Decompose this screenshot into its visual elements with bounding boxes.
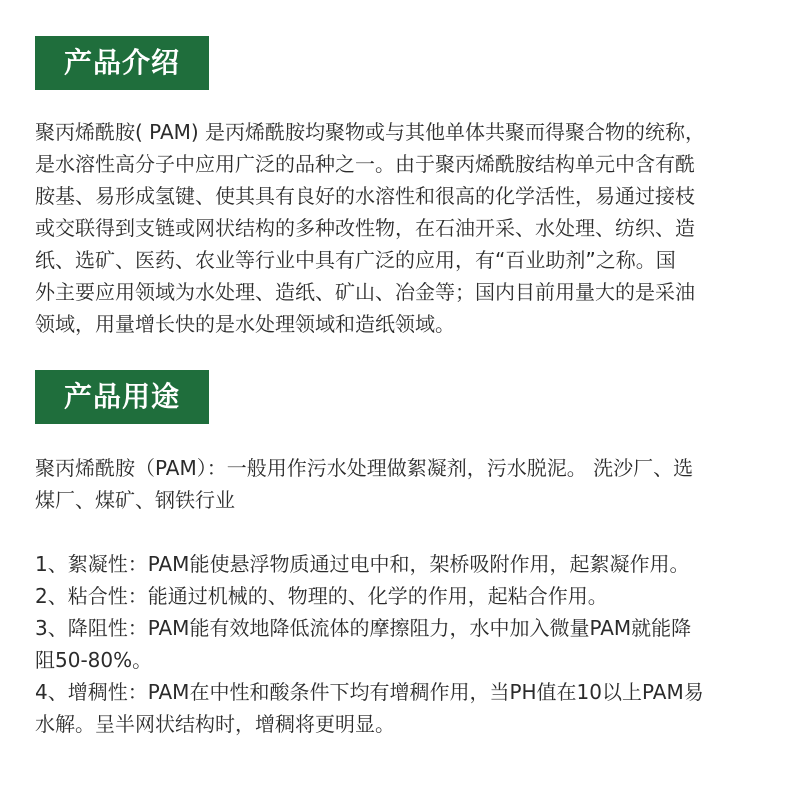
usage-property-list xyxy=(35,548,770,740)
intro-line: 或交联得到支链或网状结构的多种改性物，在石油开采、水处理、纺织、造 xyxy=(35,216,695,240)
usage-list-line: 4、增稠性：PAM在中性和酸条件下均有增稠作用，当PH值在10以上PAM易 xyxy=(35,680,704,704)
usage-list-line: 2、粘合性：能通过机械的、物理的、化学的作用，起粘合作用。 xyxy=(35,584,608,608)
usage-list-line: 阻50-80%。 xyxy=(35,648,153,672)
intro-line: 是水溶性高分子中应用广泛的品种之一。由于聚丙烯酰胺结构单元中含有酰 xyxy=(35,152,695,176)
usage-summary-line: 聚丙烯酰胺（PAM）：一般用作污水处理做絮凝剂，污水脱泥。 洗沙厂、选 xyxy=(35,456,694,480)
section-title-usage: 产品用途 xyxy=(35,370,209,424)
usage-list-line: 水解。呈半网状结构时，增稠将更明显。 xyxy=(35,712,395,736)
intro-line: 胺基、易形成氢键、使其具有良好的水溶性和很高的化学活性，易通过接枝 xyxy=(35,184,695,208)
intro-line: 外主要应用领域为水处理、造纸、矿山、冶金等；国内目前用量大的是采油 xyxy=(35,280,695,304)
intro-line: 聚丙烯酰胺( PAM) 是丙烯酰胺均聚物或与其他单体共聚而得聚合物的统称， xyxy=(35,120,706,144)
usage-list-line: 3、降阻性：PAM能有效地降低流体的摩擦阻力，水中加入微量PAM就能降 xyxy=(35,616,692,640)
usage-summary xyxy=(35,452,770,516)
intro-line: 领域，用量增长快的是水处理领域和造纸领域。 xyxy=(35,312,455,336)
section-title-intro: 产品介绍 xyxy=(35,36,209,90)
usage-list-line: 1、絮凝性：PAM能使悬浮物质通过电中和，架桥吸附作用，起絮凝作用。 xyxy=(35,552,690,576)
intro-line: 纸、选矿、医药、农业等行业中具有广泛的应用，有“百业助剂”之称。国 xyxy=(35,248,676,272)
intro-paragraph xyxy=(35,116,770,340)
usage-summary-line: 煤厂、煤矿、钢铁行业 xyxy=(35,488,235,512)
